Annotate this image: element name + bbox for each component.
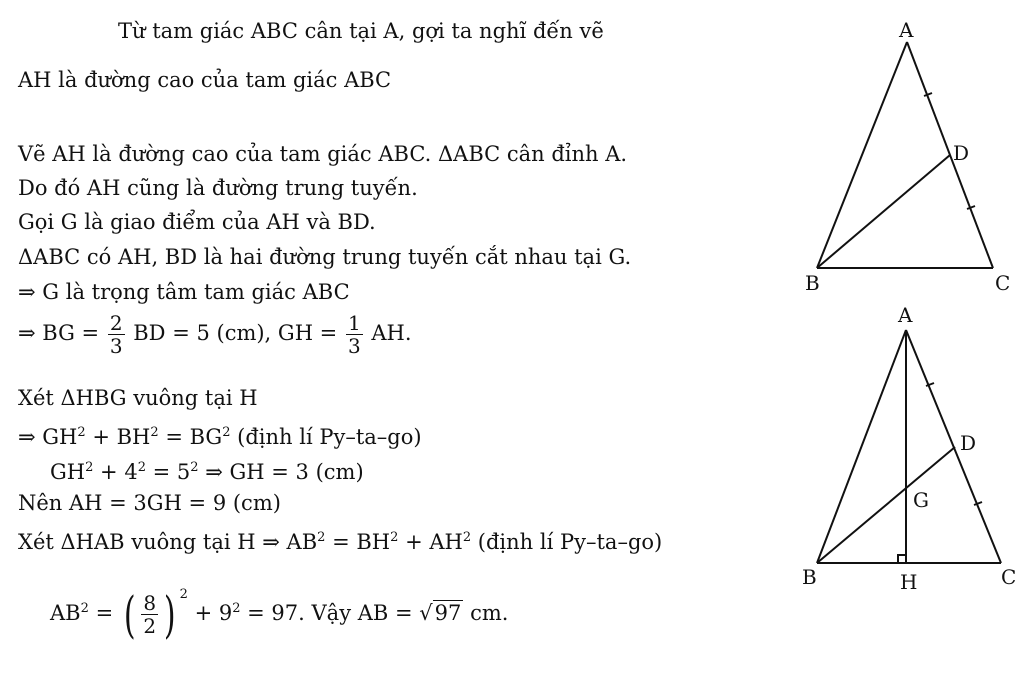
eq-part: (định lí Py–ta–go)	[230, 425, 422, 449]
eq-part: = BH	[325, 530, 391, 554]
fraction-numerator: 1	[347, 311, 361, 335]
eq-part: = 97. Vậy AB =	[240, 601, 420, 625]
eq-part: AB	[50, 601, 81, 625]
exponent: 2	[137, 460, 146, 475]
side-ab	[817, 42, 907, 268]
eq-part: cm.	[463, 601, 509, 625]
triangle-figure-1	[790, 20, 1020, 300]
exponent: 2	[317, 530, 326, 545]
fraction-one-third	[346, 312, 363, 357]
text-line-10	[18, 420, 422, 450]
exponent: 2	[390, 530, 399, 545]
ah-label: AH.	[371, 321, 412, 345]
tick-dc	[967, 206, 975, 209]
exponent: 2	[179, 587, 188, 602]
text-line-5: Gọi G là giao điểm của AH và BD.	[18, 210, 376, 234]
label-d: D	[960, 431, 977, 455]
right-paren: )	[163, 585, 176, 644]
label-c: C	[995, 271, 1011, 295]
fraction-two-thirds	[108, 312, 125, 357]
text-line-13	[18, 525, 662, 555]
eq-part: = BG	[158, 425, 223, 449]
label-b: B	[805, 271, 820, 295]
triangle-figure-2	[790, 300, 1020, 600]
tick-ad	[924, 93, 932, 96]
side-ac	[906, 330, 1001, 563]
text-line-11	[50, 455, 364, 485]
label-a: A	[899, 20, 914, 42]
text-line-4: Do đó AH cũng là đường trung tuyến.	[18, 176, 418, 200]
eq-part: + 4	[93, 460, 138, 484]
exponent: 2	[222, 425, 231, 440]
label-d: D	[953, 141, 970, 165]
text-line-9: Xét ΔHBG vuông tại H	[18, 386, 258, 410]
text-line-14	[50, 570, 509, 644]
tick-dc	[974, 502, 982, 505]
eq-part: = 5	[145, 460, 191, 484]
side-ab	[817, 330, 906, 563]
eq-part: =	[88, 601, 120, 625]
eq-part: GH	[50, 460, 86, 484]
label-g: G	[913, 488, 929, 512]
exponent: 2	[462, 530, 472, 545]
exponent: 2	[190, 460, 199, 475]
label-b: B	[802, 565, 817, 589]
fraction-denominator: 3	[347, 334, 361, 358]
eq-part: + 9	[187, 601, 233, 625]
left-paren: (	[123, 585, 136, 644]
eq-part: + AH	[398, 530, 463, 554]
exponent: 2	[77, 425, 86, 440]
exponent: 2	[85, 460, 94, 475]
bg-label: ⇒ BG =	[18, 321, 100, 345]
text-line-7: ⇒ G là trọng tâm tam giác ABC	[18, 280, 350, 304]
fraction-denominator: 2	[143, 614, 157, 638]
fraction-numerator: 8	[143, 591, 157, 615]
exponent: 2	[80, 601, 89, 616]
bd-equation: BD = 5 (cm), GH =	[133, 321, 338, 345]
median-bd	[817, 155, 950, 268]
eq-part: Xét ΔHAB vuông tại H ⇒ AB	[18, 530, 318, 554]
exponent: 2	[150, 425, 159, 440]
eq-part: (định lí Py–ta–go)	[471, 530, 663, 554]
text-line-3: Vẽ AH là đường cao của tam giác ABC. ΔABC cân đỉnh A.	[18, 142, 628, 166]
label-a: A	[898, 303, 913, 327]
text-line-1: Từ tam giác ABC cân tại A, gợi ta nghĩ đến vẽ	[118, 19, 604, 43]
right-angle-mark	[898, 555, 906, 563]
eq-part: + BH	[85, 425, 151, 449]
text-line-12: Nên AH = 3GH = 9 (cm)	[18, 491, 281, 515]
eq-part: ⇒ GH = 3 (cm)	[198, 460, 364, 484]
label-c: C	[1001, 565, 1017, 589]
fraction-numerator: 2	[109, 311, 123, 335]
median-bd	[817, 447, 955, 563]
fraction-denominator: 3	[109, 334, 123, 358]
text-line-2: AH là đường cao của tam giác ABC	[18, 68, 392, 92]
square-root: √97	[419, 601, 462, 625]
label-h: H	[900, 570, 918, 594]
exponent: 2	[232, 601, 241, 616]
eq-part: ⇒ GH	[18, 425, 78, 449]
text-line-8	[18, 312, 412, 357]
radicand: 97	[434, 601, 462, 625]
fraction-eight-halves	[141, 592, 158, 637]
text-line-6: ΔABC có AH, BD là hai đường trung tuyến cắt nhau tại G.	[18, 245, 632, 269]
